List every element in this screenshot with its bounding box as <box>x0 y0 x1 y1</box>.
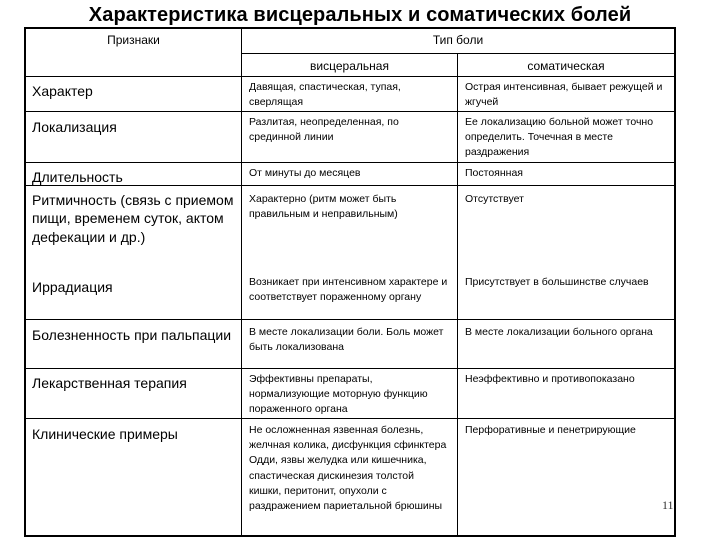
feature-cell: Иррадиация <box>32 279 113 295</box>
header-subdivider <box>242 53 676 54</box>
table-border-bottom <box>24 535 676 537</box>
visceral-cell: Давящая, спастическая, тупая, сверлящая <box>249 81 401 109</box>
visceral-cell: От минуты до месяцев <box>249 167 361 179</box>
page-number: 11 <box>662 498 674 512</box>
header-divider <box>24 76 676 77</box>
somatic-cell: Перфоративные и пенетрирующие <box>465 424 636 436</box>
visceral-cell: Характерно (ритм может быть правильным и неправильным) <box>249 193 398 221</box>
feature-cell: Ритмичность (связь с приемом пищи, временем суток, актом дефекации и др.) <box>32 192 234 245</box>
visceral-cell: Не осложненная язвенная болезнь, желчная колика, дисфункция сфинктера Одди, язвы желудка или кишечника, спастическая дискинезия толстой кишки, перитонит, опухоли с раздражением париетальной брюшины <box>249 424 447 513</box>
row-divider <box>24 162 676 163</box>
somatic-cell: В месте локализации больного органа <box>465 326 653 338</box>
table-border-left <box>24 27 26 537</box>
visceral-cell: Эффективны препараты, нормализующие моторную функцию пораженного органа <box>249 373 428 416</box>
somatic-cell: Постоянная <box>465 167 523 179</box>
column-divider <box>457 53 458 537</box>
header-somatic: соматическая <box>527 59 605 73</box>
visceral-cell: Разлитая, неопределенная, по срединной линии <box>249 116 399 144</box>
column-divider <box>241 27 242 537</box>
somatic-cell: Острая интенсивная, бывает режущей и жгучей <box>465 81 663 109</box>
feature-cell: Локализация <box>32 119 117 135</box>
row-divider <box>24 319 676 320</box>
visceral-cell: В месте локализации боли. Боль может быть локализована <box>249 326 444 354</box>
page-title: Характеристика висцеральных и соматических болей <box>88 4 632 26</box>
row-divider <box>24 111 676 112</box>
somatic-cell: Ее локализацию больной может точно определить. Точечная в месте раздражения <box>465 116 654 159</box>
header-features: Признаки <box>107 33 160 47</box>
feature-cell: Болезненность при пальпации <box>32 327 232 343</box>
feature-cell: Характер <box>32 83 93 99</box>
visceral-cell: Возникает при интенсивном характере и соответствует пораженному органу <box>249 276 448 304</box>
table-border-top <box>24 27 676 29</box>
feature-cell: Лекарственная терапия <box>32 375 187 391</box>
somatic-cell: Присутствует в большинстве случаев <box>465 276 649 288</box>
row-divider <box>24 368 676 369</box>
header-visceral: висцеральная <box>310 59 389 73</box>
table-border-right <box>674 27 676 537</box>
feature-cell: Клинические примеры <box>32 426 178 442</box>
somatic-cell: Отсутствует <box>465 193 524 205</box>
feature-cell: Длительность <box>32 169 123 185</box>
somatic-cell: Неэффективно и противопоказано <box>465 373 635 385</box>
row-divider <box>24 418 676 419</box>
header-pain-type: Тип боли <box>432 33 484 47</box>
